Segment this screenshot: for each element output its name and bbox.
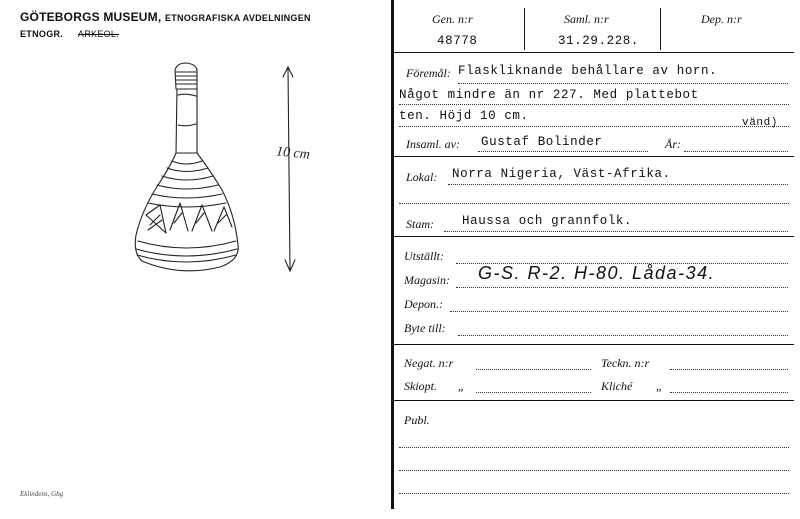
publ-dots-2	[399, 470, 789, 471]
ar-dots	[684, 151, 788, 152]
depon-dots	[450, 311, 788, 312]
ar-label: År:	[665, 137, 681, 151]
depon-label: Depon.:	[404, 297, 443, 311]
cliche-label: Kliché	[601, 379, 633, 393]
cliche-dots	[670, 392, 788, 393]
publ-dots-3	[399, 493, 789, 494]
byte-dots	[458, 335, 788, 336]
skiopt-label: Skiopt.	[404, 379, 437, 393]
category-line	[20, 29, 119, 39]
foremal-line-1: Flaskliknande behållare av horn.	[458, 64, 718, 78]
magasin-label: Magasin:	[404, 273, 450, 287]
gen-nr-value: 48778	[437, 34, 478, 48]
etnogr-label: ETNOGR.	[20, 29, 64, 39]
publ-label: Publ.	[404, 413, 430, 427]
card-left-border	[391, 0, 394, 509]
foremal-dots-3	[399, 126, 789, 127]
header-bottom-rule	[394, 52, 794, 53]
skiopt-ditto-mark: „	[458, 379, 465, 393]
rule-after-byte	[394, 344, 794, 345]
rule-after-cliche	[394, 400, 794, 401]
foremal-dots-1	[458, 83, 788, 84]
museum-header	[20, 10, 311, 24]
header-divider-2	[660, 8, 661, 50]
dimension-note: 10 cm	[275, 144, 311, 163]
dep-nr-label: Dep. n:r	[701, 12, 742, 26]
byte-label: Byte till:	[404, 321, 446, 335]
lokal-dots-2	[399, 203, 789, 204]
cliche-ditto-mark: „	[656, 379, 663, 393]
gen-nr-label: Gen. n:r	[432, 12, 473, 26]
magasin-value: G-S. R-2. H-80. Låda-34.	[478, 263, 716, 283]
rule-after-insaml	[394, 156, 794, 157]
lokal-label: Lokal:	[406, 170, 438, 184]
object-sketch	[120, 55, 320, 285]
publ-dots-1	[399, 447, 789, 448]
saml-nr-label: Saml. n:r	[564, 12, 609, 26]
stam-label: Stam:	[406, 217, 434, 231]
arkeol-struck-label: ARKEOL.	[77, 29, 120, 39]
negat-dots	[476, 369, 591, 370]
stam-value: Haussa och grannfolk.	[462, 214, 633, 228]
foremal-note: vänd)	[742, 117, 779, 129]
stam-dots	[444, 231, 788, 232]
lokal-dots-1	[448, 184, 788, 185]
lokal-value: Norra Nigeria, Väst-Afrika.	[452, 167, 671, 181]
teckn-dots	[670, 369, 788, 370]
insaml-label: Insaml. av:	[406, 137, 460, 151]
museum-name: GÖTEBORGS MUSEUM,	[20, 10, 162, 24]
foremal-dots-2	[399, 104, 789, 105]
teckn-label: Teckn. n:r	[601, 356, 650, 370]
negat-label: Negat. n:r	[404, 356, 454, 370]
magasin-dots	[456, 287, 788, 288]
printer-imprint: Eklindens, Gbg	[20, 490, 64, 498]
insaml-value: Gustaf Bolinder	[481, 135, 603, 149]
foremal-label: Föremål:	[406, 66, 451, 80]
department-name: ETNOGRAFISKA AVDELNINGEN	[164, 13, 311, 23]
utstallt-label: Utställt:	[404, 249, 445, 263]
saml-nr-value: 31.29.228.	[558, 34, 640, 48]
insaml-dots	[478, 151, 648, 152]
header-divider-1	[524, 8, 525, 50]
skiopt-dots	[476, 392, 591, 393]
foremal-line-2: Något mindre än nr 227. Med plattebot	[399, 88, 699, 102]
foremal-line-3: ten. Höjd 10 cm.	[399, 109, 529, 123]
rule-after-stam	[394, 236, 794, 237]
